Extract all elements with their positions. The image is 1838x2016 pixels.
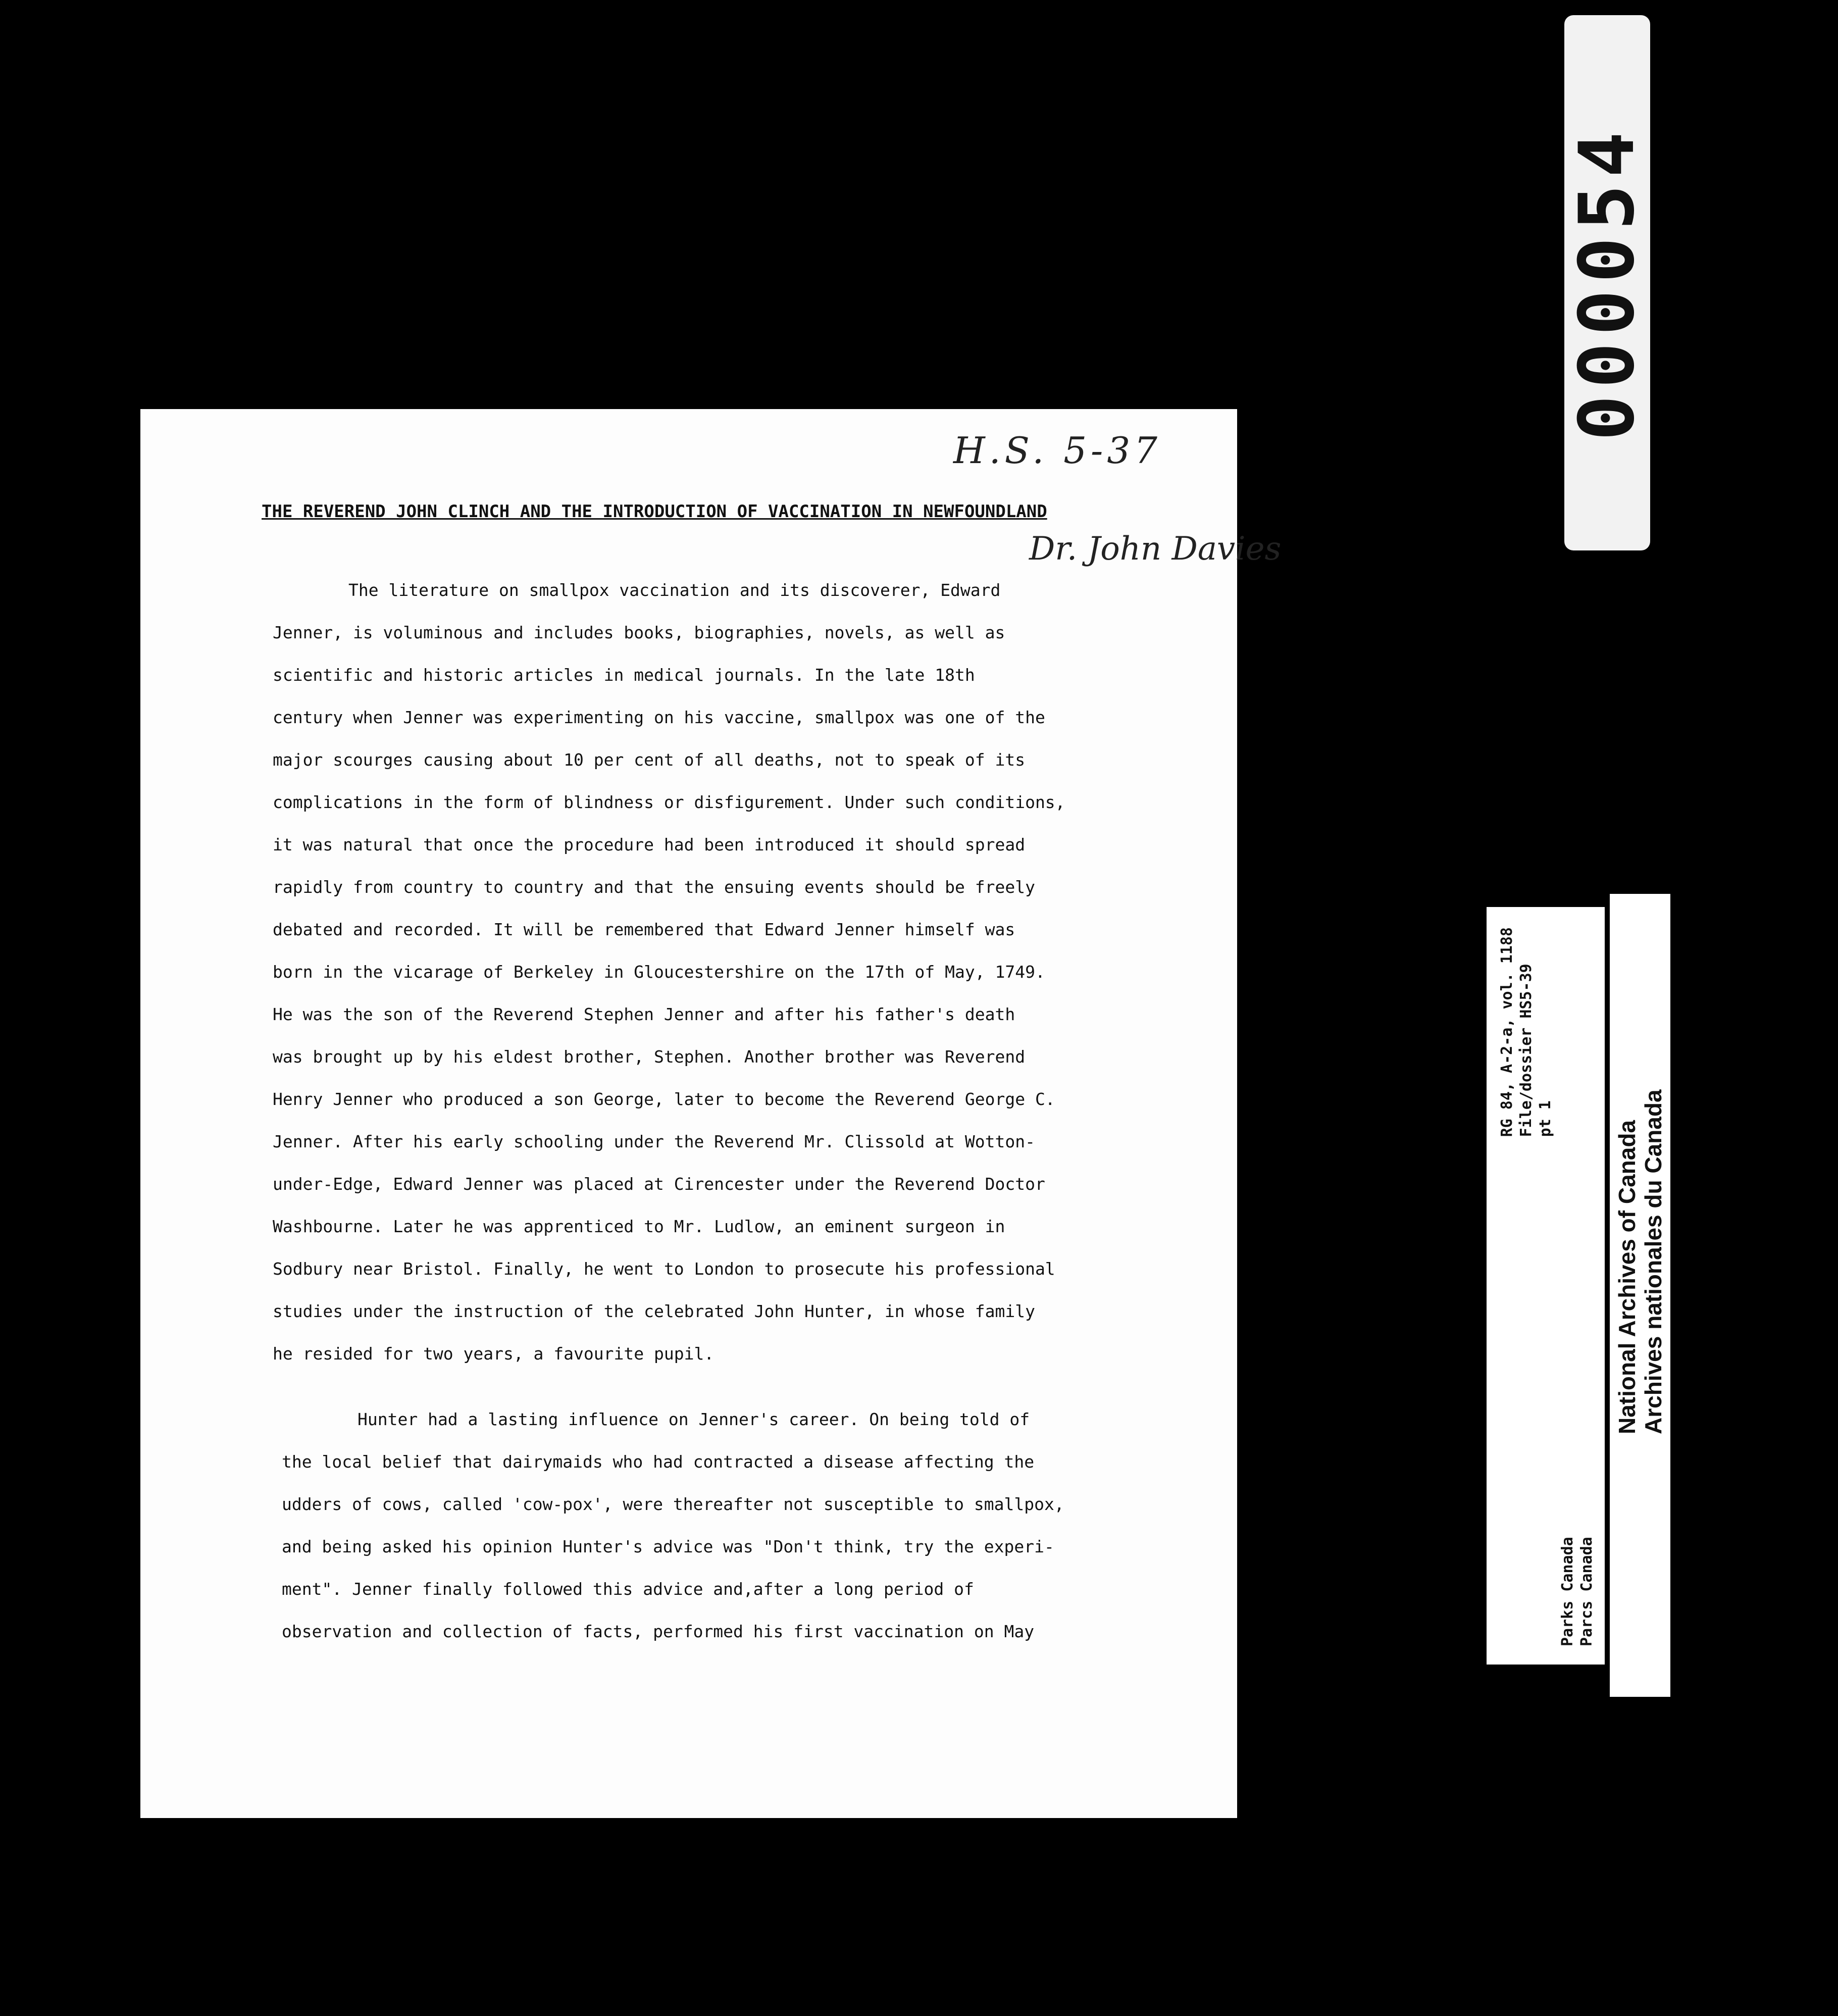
document-page	[140, 409, 1282, 1818]
text-line: observation and collection of facts, performed his first vaccination on May	[282, 1622, 1035, 1641]
text-line: Jenner, is voluminous and includes books, biographies, novels, as well as	[273, 623, 1005, 642]
text-line: Jenner. After his early schooling under the Reverend Mr. Clissold at Wotton-	[273, 1132, 1035, 1151]
text-line: was brought up by his eldest brother, Stephen. Another brother was Reverend	[273, 1047, 1026, 1067]
archives-line: Archives nationales du Canada	[1640, 1089, 1666, 1434]
text-line: ment". Jenner finally followed this advice and,after a long period of	[282, 1579, 974, 1599]
archives-line: National Archives of Canada	[1614, 1120, 1640, 1434]
text-line: He was the son of the Reverend Stephen Jenner and after his father's death	[273, 1004, 1015, 1024]
document-title: THE REVEREND JOHN CLINCH AND THE INTRODUCTION OF VACCINATION IN NEWFOUNDLAND	[262, 501, 1047, 522]
text-line: he resided for two years, a favourite pupil.	[273, 1344, 714, 1364]
handwritten-file-reference: H.S. 5-37	[953, 429, 1161, 472]
text-line: Washbourne. Later he was apprenticed to Mr. Ludlow, an eminent surgeon in	[273, 1217, 1005, 1236]
text-line: udders of cows, called 'cow-pox', were thereafter not susceptible to smallpox,	[282, 1494, 1064, 1514]
paragraph-2	[282, 1398, 1069, 1653]
parks-line: Parks Canada	[1559, 1537, 1576, 1646]
text-line: The literature on smallpox vaccination and its discoverer, Edward	[348, 580, 1001, 600]
text-line: rapidly from country to country and that the ensuing events should be freely	[273, 877, 1035, 897]
reference-lines	[1498, 927, 1555, 1137]
text-line: scientific and historic articles in medical journals. In the late 18th	[273, 665, 975, 685]
text-line: Sodbury near Bristol. Finally, he went to London to prosecute his professional	[273, 1259, 1055, 1279]
text-line: and being asked his opinion Hunter's advice was "Don't think, try the experi-	[282, 1537, 1054, 1556]
text-line: under-Edge, Edward Jenner was placed at Cirencester under the Reverend Doctor	[273, 1174, 1045, 1194]
parks-canada-lines	[1558, 1537, 1597, 1646]
text-line: studies under the instruction of the celebrated John Hunter, in whose family	[273, 1301, 1035, 1321]
text-line: Hunter had a lasting influence on Jenner's career. On being told of	[358, 1409, 1030, 1429]
archives-label	[1610, 894, 1670, 1697]
text-line: the local belief that dairymaids who had contracted a disease affecting the	[282, 1452, 1035, 1472]
text-line: complications in the form of blindness or disfigurement. Under such conditions,	[273, 792, 1065, 812]
handwritten-author: Dr. John Davies	[1029, 530, 1282, 568]
reference-line: File/dossier HS5-39	[1517, 964, 1535, 1137]
frame-number: 000054	[1563, 125, 1652, 441]
reference-line: pt 1	[1537, 1100, 1554, 1137]
text-line: century when Jenner was experimenting on his vaccine, smallpox was one of the	[273, 708, 1045, 727]
text-line: it was natural that once the procedure had been introduced it should spread	[273, 835, 1026, 854]
text-line: major scourges causing about 10 per cent of all deaths, not to speak of its	[273, 750, 1026, 770]
text-line: born in the vicarage of Berkeley in Gloucestershire on the 17th of May, 1749.	[273, 962, 1045, 982]
text-line: debated and recorded. It will be remembered that Edward Jenner himself was	[273, 920, 1015, 939]
text-line: Henry Jenner who produced a son George, later to become the Reverend George C.	[273, 1089, 1055, 1109]
frame-number-label	[1564, 15, 1650, 550]
paragraph-1	[273, 569, 1065, 1375]
reference-line: RG 84, A-2-a, vol. 1188	[1498, 927, 1516, 1137]
parks-line: Parcs Canada	[1578, 1537, 1596, 1646]
archive-reference-label	[1487, 907, 1605, 1665]
